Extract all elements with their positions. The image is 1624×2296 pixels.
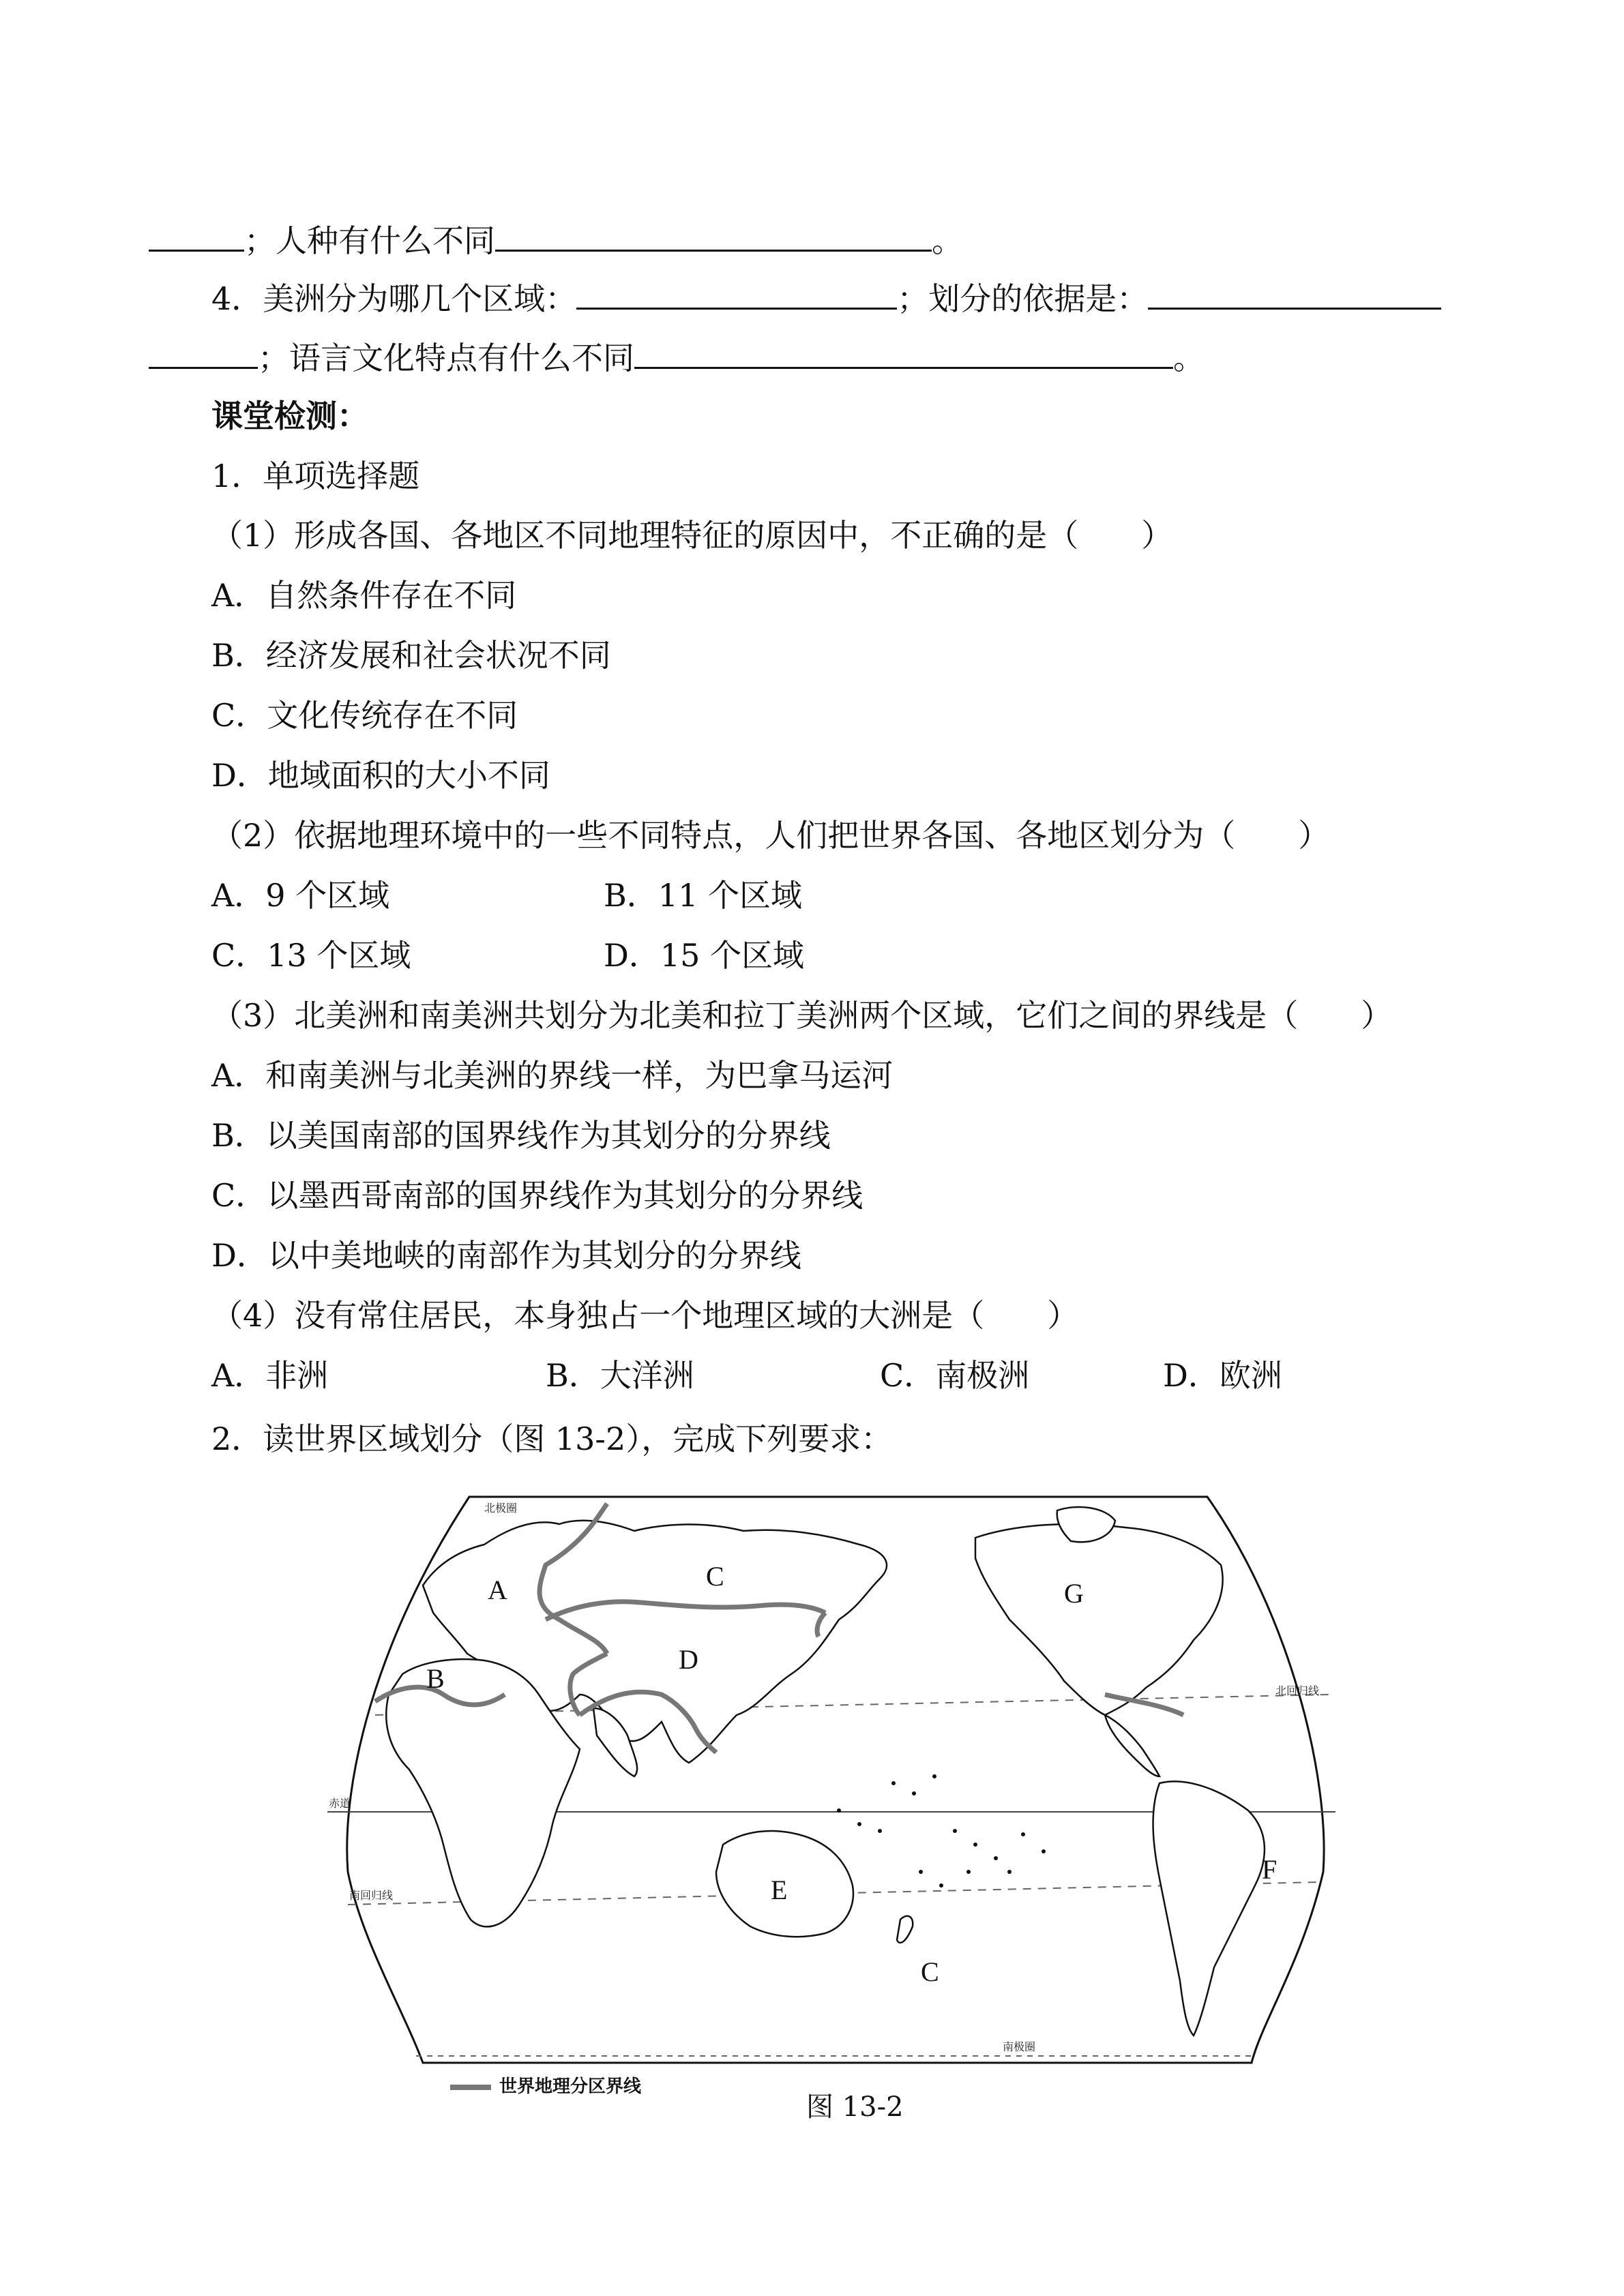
- q1-3-option-b[interactable]: B．以美国南部的国界线作为其划分的分界线: [211, 1117, 831, 1154]
- q1-3-option-a[interactable]: A．和南美洲与北美洲的界线一样，为巴拿马运河: [211, 1057, 894, 1094]
- continents: [386, 1507, 1265, 2036]
- q1-4-option-a[interactable]: A．非洲: [211, 1357, 329, 1394]
- q1-4-stem: （4）没有常住居民，本身独占一个地理区域的大洲是（ ）: [211, 1297, 1079, 1334]
- region-label-c-south: C: [921, 1956, 939, 1987]
- antarctic-label: 南极圈: [1003, 2040, 1036, 2053]
- q1-2-option-c[interactable]: C．13 个区域: [211, 937, 411, 974]
- islands: [837, 1774, 1046, 1888]
- answer-blank[interactable]: [495, 218, 932, 252]
- q1-4-option-b[interactable]: B．大洋洲: [546, 1357, 694, 1394]
- south-america-shape: [1153, 1781, 1265, 2036]
- intro-line-q4: [211, 276, 1441, 319]
- q1-4-option-d[interactable]: D．欧洲: [1163, 1357, 1282, 1394]
- q4-label: 4．美洲分为哪几个区域：: [211, 280, 577, 317]
- intro-text: ；人种有什么不同: [244, 222, 495, 259]
- answer-blank[interactable]: [634, 336, 1173, 369]
- period: 。: [1173, 340, 1205, 376]
- region-label-c-north: C: [706, 1561, 724, 1592]
- q1-2-option-b[interactable]: B．11 个区域: [604, 877, 802, 914]
- region-label-f: F: [1262, 1854, 1278, 1885]
- q1-3-stem: （3）北美洲和南美洲共划分为北美和拉丁美洲两个区域，它们之间的界线是（ ）: [211, 997, 1393, 1034]
- region-label-g: G: [1064, 1578, 1084, 1609]
- region-label-a: A: [488, 1575, 507, 1605]
- section-title: 课堂检测：: [211, 398, 368, 434]
- region-label-d: D: [679, 1644, 698, 1675]
- intro-line-1: [149, 218, 963, 261]
- q4-sep: ；划分的依据是：: [897, 280, 1149, 317]
- answer-blank[interactable]: [576, 276, 897, 310]
- world-region-map: [321, 1490, 1350, 2070]
- region-label-b: B: [426, 1663, 445, 1694]
- answer-blank[interactable]: [149, 336, 258, 369]
- tropic-south-label: 南回归线: [349, 1889, 394, 1902]
- q1-2-stem: （2）依据地理环境中的一些不同特点，人们把世界各国、各地区划分为（ ）: [211, 817, 1330, 854]
- answer-blank[interactable]: [149, 218, 244, 252]
- q1-1-option-b[interactable]: B．经济发展和社会状况不同: [211, 637, 611, 674]
- q2-title: 2．读世界区域划分（图 13-2），完成下列要求：: [211, 1420, 893, 1457]
- legend-border-swatch: [450, 2085, 491, 2090]
- north-america-shape: [975, 1524, 1223, 1715]
- intro-line-3: [149, 336, 1205, 378]
- central-america-shape: [1105, 1715, 1160, 1776]
- region-label-e: E: [771, 1875, 788, 1905]
- equator-label: 赤道: [329, 1797, 351, 1810]
- q1-4-option-c[interactable]: C．南极洲: [880, 1357, 1030, 1394]
- q1-1-option-d[interactable]: D．地域面积的大小不同: [211, 757, 550, 794]
- q1-1-option-a[interactable]: A．自然条件存在不同: [211, 577, 517, 614]
- q1-1-stem: （1）形成各国、各地区不同地理特征的原因中，不正确的是（ ）: [211, 517, 1173, 554]
- new-zealand-shape: [897, 1916, 913, 1943]
- legend-text: 世界地理分区界线: [499, 2076, 642, 2097]
- q1-3-option-c[interactable]: C．以墨西哥南部的国界线作为其划分的分界线: [211, 1177, 863, 1214]
- q1-title: 1．单项选择题: [211, 458, 420, 494]
- intro-text: ；语言文化特点有什么不同: [258, 340, 634, 376]
- period: 。: [932, 222, 963, 259]
- answer-blank[interactable]: [1148, 276, 1441, 310]
- q1-2-option-a[interactable]: A．9 个区域: [211, 877, 390, 914]
- figure-caption: 图 13-2: [806, 2091, 904, 2123]
- arctic-label: 北极圈: [484, 1502, 518, 1515]
- map-legend: [450, 2073, 641, 2100]
- q1-1-option-c[interactable]: C．文化传统存在不同: [211, 697, 518, 734]
- tropic-north-label: 北回归线: [1275, 1684, 1320, 1697]
- q1-3-option-d[interactable]: D．以中美地峡的南部作为其划分的分界线: [211, 1237, 801, 1274]
- q1-2-option-d[interactable]: D．15 个区域: [604, 937, 805, 974]
